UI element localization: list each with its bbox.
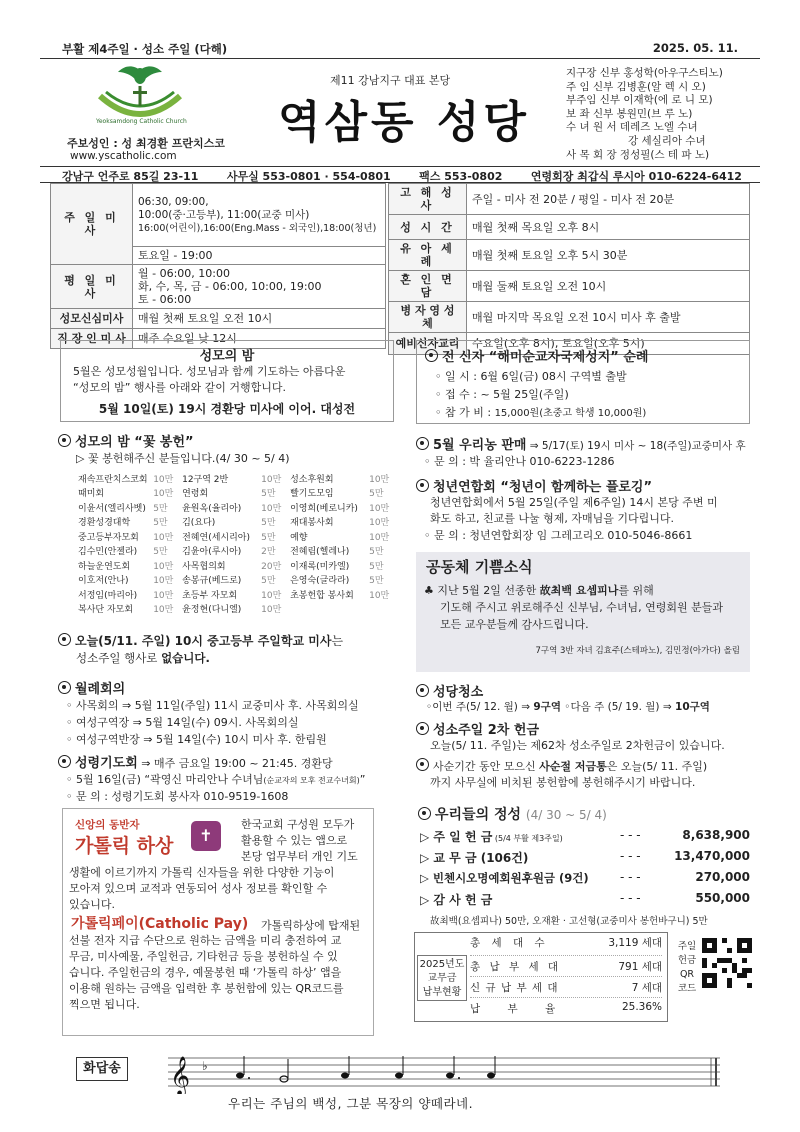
schedule-value: 주일 - 미사 전 20분 / 평일 - 미사 전 20분 [467,184,750,215]
bullet-icon [416,722,429,735]
bullet-icon [58,633,71,646]
bullet-icon [418,807,431,820]
psalm-response-label: 화답송 [76,1057,128,1081]
app-body: 생활에 이르기까지 가톨릭 신자들을 위한 다양한 기능이 모아져 있으며 교적과 연동되어 성사 정보를 확인할 수 있습니다. [69,866,335,911]
top-date-line: 부활 제4주일 · 성소 주일 (다해) [62,42,228,56]
donor-name: 초등부 자모회 [182,590,238,601]
donor-name: 은영숙(글라라) [290,576,350,587]
donor-row [78,529,398,544]
schedule-value: 매월 첫째 토요일 오전 10시 [133,309,386,329]
second-collection-title: 성소주일 2차 헌금 [416,719,539,738]
donor-amount: 5만 [261,532,276,543]
donor-name: 윤원옥(율리아) [182,503,242,514]
tithe-key: 납 부 율 [470,1003,568,1015]
donor-name: 김(요다) [182,518,216,529]
catholic-pay-body: 선불 전자 지급 수단으로 원하는 금액을 미리 충전하여 교 무금, 미사예물, 주일헌금, 기타헌금 등을 봉헌하실 수 있 습니다. 주일헌금의 경우, 예물봉헌 때 ‘가톨릭 하상’ 앱을 이용해 원하는 금액을 입력한 후 봉헌함에 있는 QR코드를 찍으면 됩니다. [69,934,344,1011]
donor-name: 윤정현(다니엘) [182,605,242,616]
schedule-value: 월 - 06:00, 10:00 화, 수, 목, 금 - 06:00, 10:00, 19:00 토 - 06:00 [133,265,386,309]
donor-name: 이윤서(엘리사벳) [78,503,146,514]
schedule-label: 고 해 성 사 [389,184,467,215]
schedule-label: 직 장 인 미 사 [51,329,133,349]
clergy-line: 부주임 신부 이재학(에 로 니 모) [566,94,713,107]
monthly-meeting-title: 월례회의 [58,678,125,697]
app-name: 가톨릭 하상 [75,835,174,857]
donor-name: 재대봉사회 [290,518,334,529]
tithe-status-label: 2025년도 교무금 납부현황 [417,955,467,1001]
donor-amount: 10만 [261,605,282,616]
tithe-key: 총 세 대 수 [470,937,549,949]
clergy-line: 지구장 신부 홍성학(아우구스티노) [566,67,723,79]
donor-amount: 10만 [153,474,174,485]
issue-date: 2025. 05. 11. [652,41,738,55]
tithe-value: 791 세대 [618,961,662,973]
youth-mass-notice: 오늘(5/11. 주일) 10시 중고등부 주일학교 미사는 [58,632,343,649]
logo-text: Yeoksamdong Catholic Church [96,118,187,125]
clergy-line: 사 목 회 장 정성필(스 테 파 노) [566,148,710,161]
donor-name: 김수민(안젤라) [78,547,138,558]
donor-row [78,515,398,530]
catholic-pay-intro: 가톨릭하상에 탑재된 [261,919,361,932]
sacrament-schedule-right [388,183,750,355]
donor-amount: 5만 [369,561,384,572]
tithe-key: 총 납 부 세 대 [470,961,562,973]
bullet-icon [58,755,71,768]
donor-row [78,544,398,559]
farm-sale-contact: ◦ 문 의 : 박 율리안나 010-6223-1286 [424,455,615,468]
rosary-night-text: 5월은 성모성월입니다. 성모님과 함께 기도하는 아름다운 [73,365,346,378]
donor-name: 성소후원회 [290,474,334,485]
donor-amount: 5만 [369,489,384,500]
offering-note: 故최백(요셉피나) 50만, 오재환 · 고선형(교중미사 봉헌바구니) 5만 [430,916,708,927]
donor-name: 전혜연(세시리아) [182,532,250,543]
page-title: 역삼동 성당 [278,97,530,148]
schedule-label: 주 일 미 사 [51,184,133,265]
clergy-line: 수 녀 원 서 데레즈 노엘 수녀 [566,121,698,134]
prayer-meeting-contact: ◦ 문 의 : 성령기도회 봉사자 010-9519-1608 [66,790,289,803]
liaison-phone: 연령회장 최갑식 루시아 010-6224-6412 [530,170,742,183]
app-small-label: 신앙의 동반자 [75,819,140,831]
music-staff [168,1050,720,1094]
schedule-label: 혼 인 면 담 [389,271,467,302]
youth-union-title: 청년연합회 “청년이 함께하는 플로깅” [416,476,652,495]
office-phone: 사무실 553-0801 · 554-0801 [226,170,391,183]
community-news-text: ♣ 지난 5월 2일 선종한 故최백 요셉피나를 위해 [424,584,654,597]
schedule-label: 성 시 간 [389,215,467,240]
schedule-value: 토요일 - 19:00 [133,247,386,265]
community-news-title: 공동체 기쁨소식 [426,558,533,576]
mass-schedule-left [50,183,386,349]
offerings-title: 우리들의 정성 (4/ 30 ~ 5/ 4) [418,804,607,824]
donor-amount: 5만 [153,503,168,514]
donor-amount: 10만 [369,518,390,529]
second-collection-text: 오늘(5/ 11. 주일)는 제62차 성소주일로 2차헌금이 있습니다. [430,739,725,752]
bullet-icon [425,349,438,362]
schedule-value: 06:30, 09:00, 10:00(중·고등부), 11:00(교중 미사) 16:00(어린이),16:00(Eng.Mass - 외국인),18:00(청년) [133,184,386,247]
donor-name: 재속프란치스코회 [78,474,148,485]
prayer-meeting-title: 성령기도회 ⇒ 매주 금요일 19:00 ~ 21:45. 경환당 [58,752,333,771]
donor-row [78,558,398,573]
pilgrimage-title: 전 신자 “해미순교자국제성지” 순례 [425,346,648,365]
svg-text:𝄞: 𝄞 [170,1056,191,1094]
donor-name: 빨기도모임 [290,489,334,500]
svg-text:♭: ♭ [202,1059,208,1073]
donor-amount: 10만 [261,590,282,601]
donor-name: 복사단 자모회 [78,605,134,616]
donor-amount: 10만 [369,474,390,485]
meeting-item: ◦ 사목회의 ⇒ 5월 11일(주일) 11시 교중미사 후. 사목회의실 [66,699,359,712]
donor-name: 연령회 [182,489,209,500]
youth-union-text: 청년연합회에서 5월 25일(주일 제6주일) 14시 본당 주변 미 [430,496,718,509]
rosary-night-datetime: 5월 10일(토) 19시 경환당 미사에 이어. 대성전 [98,402,356,416]
bullet-icon [58,681,71,694]
schedule-label: 평 일 미 사 [51,265,133,309]
donor-amount: 10만 [153,590,174,601]
donor-amount: 20만 [261,561,282,572]
farm-sale-title: 5월 우리농 판매 ⇒ 5/17(토) 19시 미사 ~ 18(주일)교중미사 후 [416,434,746,453]
rosary-night-box [60,340,394,422]
website-link[interactable]: www.yscatholic.com [70,150,177,162]
tithe-value: 3,119 세대 [608,937,662,949]
donor-name: 서정임(마리아) [78,590,138,601]
community-news-signature: 7구역 3반 자녀 김효주(스테파노), 김민정(아가다) 올림 [535,646,740,656]
donor-name: 송봉규(베드로) [182,576,242,587]
cleaning-title: 성당청소 [416,681,483,700]
pilgrimage-item: ◦ 참 가 비 : 15,000원(초중고 학생 10,000원) [435,406,647,419]
schedule-value: 매월 둘째 토요일 오전 10시 [467,271,750,302]
community-news-text: 기도해 주시고 위로해주신 신부님, 수녀님, 연령회원 분들과 [440,601,723,614]
bullet-icon [416,758,429,771]
donor-row [78,486,398,501]
donor-amount: 10만 [369,532,390,543]
donor-amount: 10만 [153,561,174,572]
donor-amount: 10만 [153,576,174,587]
donor-name: 사목협의회 [182,561,226,572]
donor-amount: 5만 [369,547,384,558]
schedule-value: 매월 첫째 토요일 오후 5시 30분 [467,240,750,271]
donor-name: 이영희(베로니카) [290,503,358,514]
schedule-label: 병 자 영 성 체 [389,302,467,333]
flower-offering-title: 성모의 밤 “꽃 봉헌” [58,431,194,450]
clergy-line: 강 세실리아 수녀 [628,134,706,147]
donor-row [78,500,398,515]
donor-row [78,602,398,617]
donor-name: 하늘운연도회 [78,561,131,572]
cleaning-schedule: ◦이번 주(5/ 12. 월) ⇒ 9구역 ◦다음 주 (5/ 19. 월) ⇒ 10구역 [426,701,710,713]
youth-union-contact: ◦ 문 의 : 청년연합회장 임 그레고리오 010-5046-8661 [424,529,693,542]
donor-row [78,587,398,602]
catholic-pay-title: 가톨릭페이(Catholic Pay) [71,916,249,932]
donor-name: 이호저(안나) [78,576,129,587]
catholic-hasang-box [62,808,374,1036]
donor-amount: 5만 [153,547,168,558]
donor-amount: 10만 [261,474,282,485]
bullet-icon [416,479,429,492]
donor-amount: 5만 [261,518,276,529]
donor-amount: 10만 [153,489,174,500]
community-news-text: 모든 교우분들께 감사드립니다. [440,618,589,631]
prayer-meeting-detail: ◦ 5월 16일(금) “곽영신 마리안나 수녀님(순교자의 모후 전교수녀회)” [66,773,366,786]
tithe-value: 7 세대 [631,982,662,994]
pilgrimage-item: ◦ 접 수 : ~ 5월 25일(주일) [435,388,569,401]
donor-name: 12구역 2반 [182,474,229,485]
donor-row [78,471,398,486]
bullet-icon [416,684,429,697]
lenten-box-notice: 사순기간 동안 모으신 사순절 저금통은 오늘(5/ 11. 주일) [416,757,707,774]
donor-name: 김윤아(루시아) [182,547,242,558]
community-news-box [416,552,750,672]
schedule-label: 성모신심미사 [51,309,133,329]
clergy-line: 보 좌 신부 봉원민(브 루 노) [566,107,693,120]
clergy-list [566,67,723,162]
donor-amount: 10만 [153,532,174,543]
address: 강남구 언주로 85길 23-11 [62,170,199,183]
donor-row [78,573,398,588]
donor-amount: 10만 [369,503,390,514]
app-intro: 한국교회 구성원 모두가 활용할 수 있는 앱으로 본당 업무부터 개인 기도 [241,818,358,863]
bullet-icon [416,437,429,450]
tithe-status-rows [470,935,662,1019]
schedule-label: 유 아 세 례 [389,240,467,271]
donor-amount: 5만 [369,576,384,587]
flower-donor-grid [78,471,398,616]
psalm-lyric: 우리는 주님의 백성, 그분 목장의 양떼라네. [228,1096,474,1111]
donor-amount: 5만 [261,576,276,587]
patron-saint: 주보성인 : 성 최경환 프란치스코 [67,137,225,150]
youth-mass-notice-2: 성소주일 행사로 없습니다. [76,651,210,665]
youth-union-text: 화도 하고, 친교를 나눌 형제, 자매님을 기다립니다. [430,512,674,525]
donor-amount: 5만 [153,518,168,529]
tithe-value: 25.36% [621,1001,662,1013]
page-subtitle: 제11 강남지구 대표 본당 [330,74,451,87]
pilgrimage-box [416,340,750,424]
tithe-key: 신 규 납 부 세 대 [470,982,559,994]
schedule-value: 매월 첫째 목요일 오후 8시 [467,215,750,240]
donor-name: 예향 [290,532,308,543]
clergy-line: 주 임 신부 김병훈(알 렉 시 오) [566,80,706,93]
fax-number: 팩스 553-0802 [419,170,503,183]
app-icon: ✝ [191,821,221,851]
donor-name: 초봉헌합 봉사회 [290,590,354,601]
donor-name: 경환성경대학 [78,518,131,529]
donor-name: 중고등부자모회 [78,532,139,543]
donor-name: 전혜림(헬레나) [290,547,350,558]
lenten-box-notice-2: 까지 사무실에 비치된 봉헌함에 봉헌해주시기 바랍니다. [430,776,696,789]
meeting-item: ◦ 여성구역반장 ⇒ 5월 14일(수) 10시 미사 후. 한림원 [66,733,327,746]
flower-offering-subtitle: ▷ 꽃 봉헌해주신 분들입니다.(4/ 30 ~ 5/ 4) [76,452,290,465]
bullet-icon [58,434,71,447]
schedule-value: 매주 수요일 낮 12시 [133,329,386,349]
meeting-item: ◦ 여성구역장 ⇒ 5월 14일(수) 09시. 사목회의실 [66,716,299,729]
rosary-night-text: “성모의 밤” 행사를 아래와 같이 거행합니다. [73,381,287,394]
qr-code-icon[interactable] [702,938,752,988]
pilgrimage-item: ◦ 일 시 : 6월 6일(금) 08시 구역별 출발 [435,370,627,383]
donor-name: 이재록(미카엘) [290,561,350,572]
donor-amount: 2만 [261,547,276,558]
donor-amount: 10만 [369,590,390,601]
qr-label: 주일 헌금 QR 코드 [677,941,697,994]
schedule-label: 예비신자교리 [389,333,467,355]
donor-name: 때미회 [78,489,105,500]
donor-amount: 10만 [261,503,282,514]
church-logo [92,62,188,130]
donor-amount: 5만 [261,489,276,500]
schedule-value: 매월 마지막 목요일 오전 10시 미사 후 출발 [467,302,750,333]
donor-amount: 10만 [153,605,174,616]
schedule-value: 수요일(오후 8시), 토요일(오후 5시) [467,333,750,355]
rosary-night-title: 성모의 밤 [199,349,255,364]
